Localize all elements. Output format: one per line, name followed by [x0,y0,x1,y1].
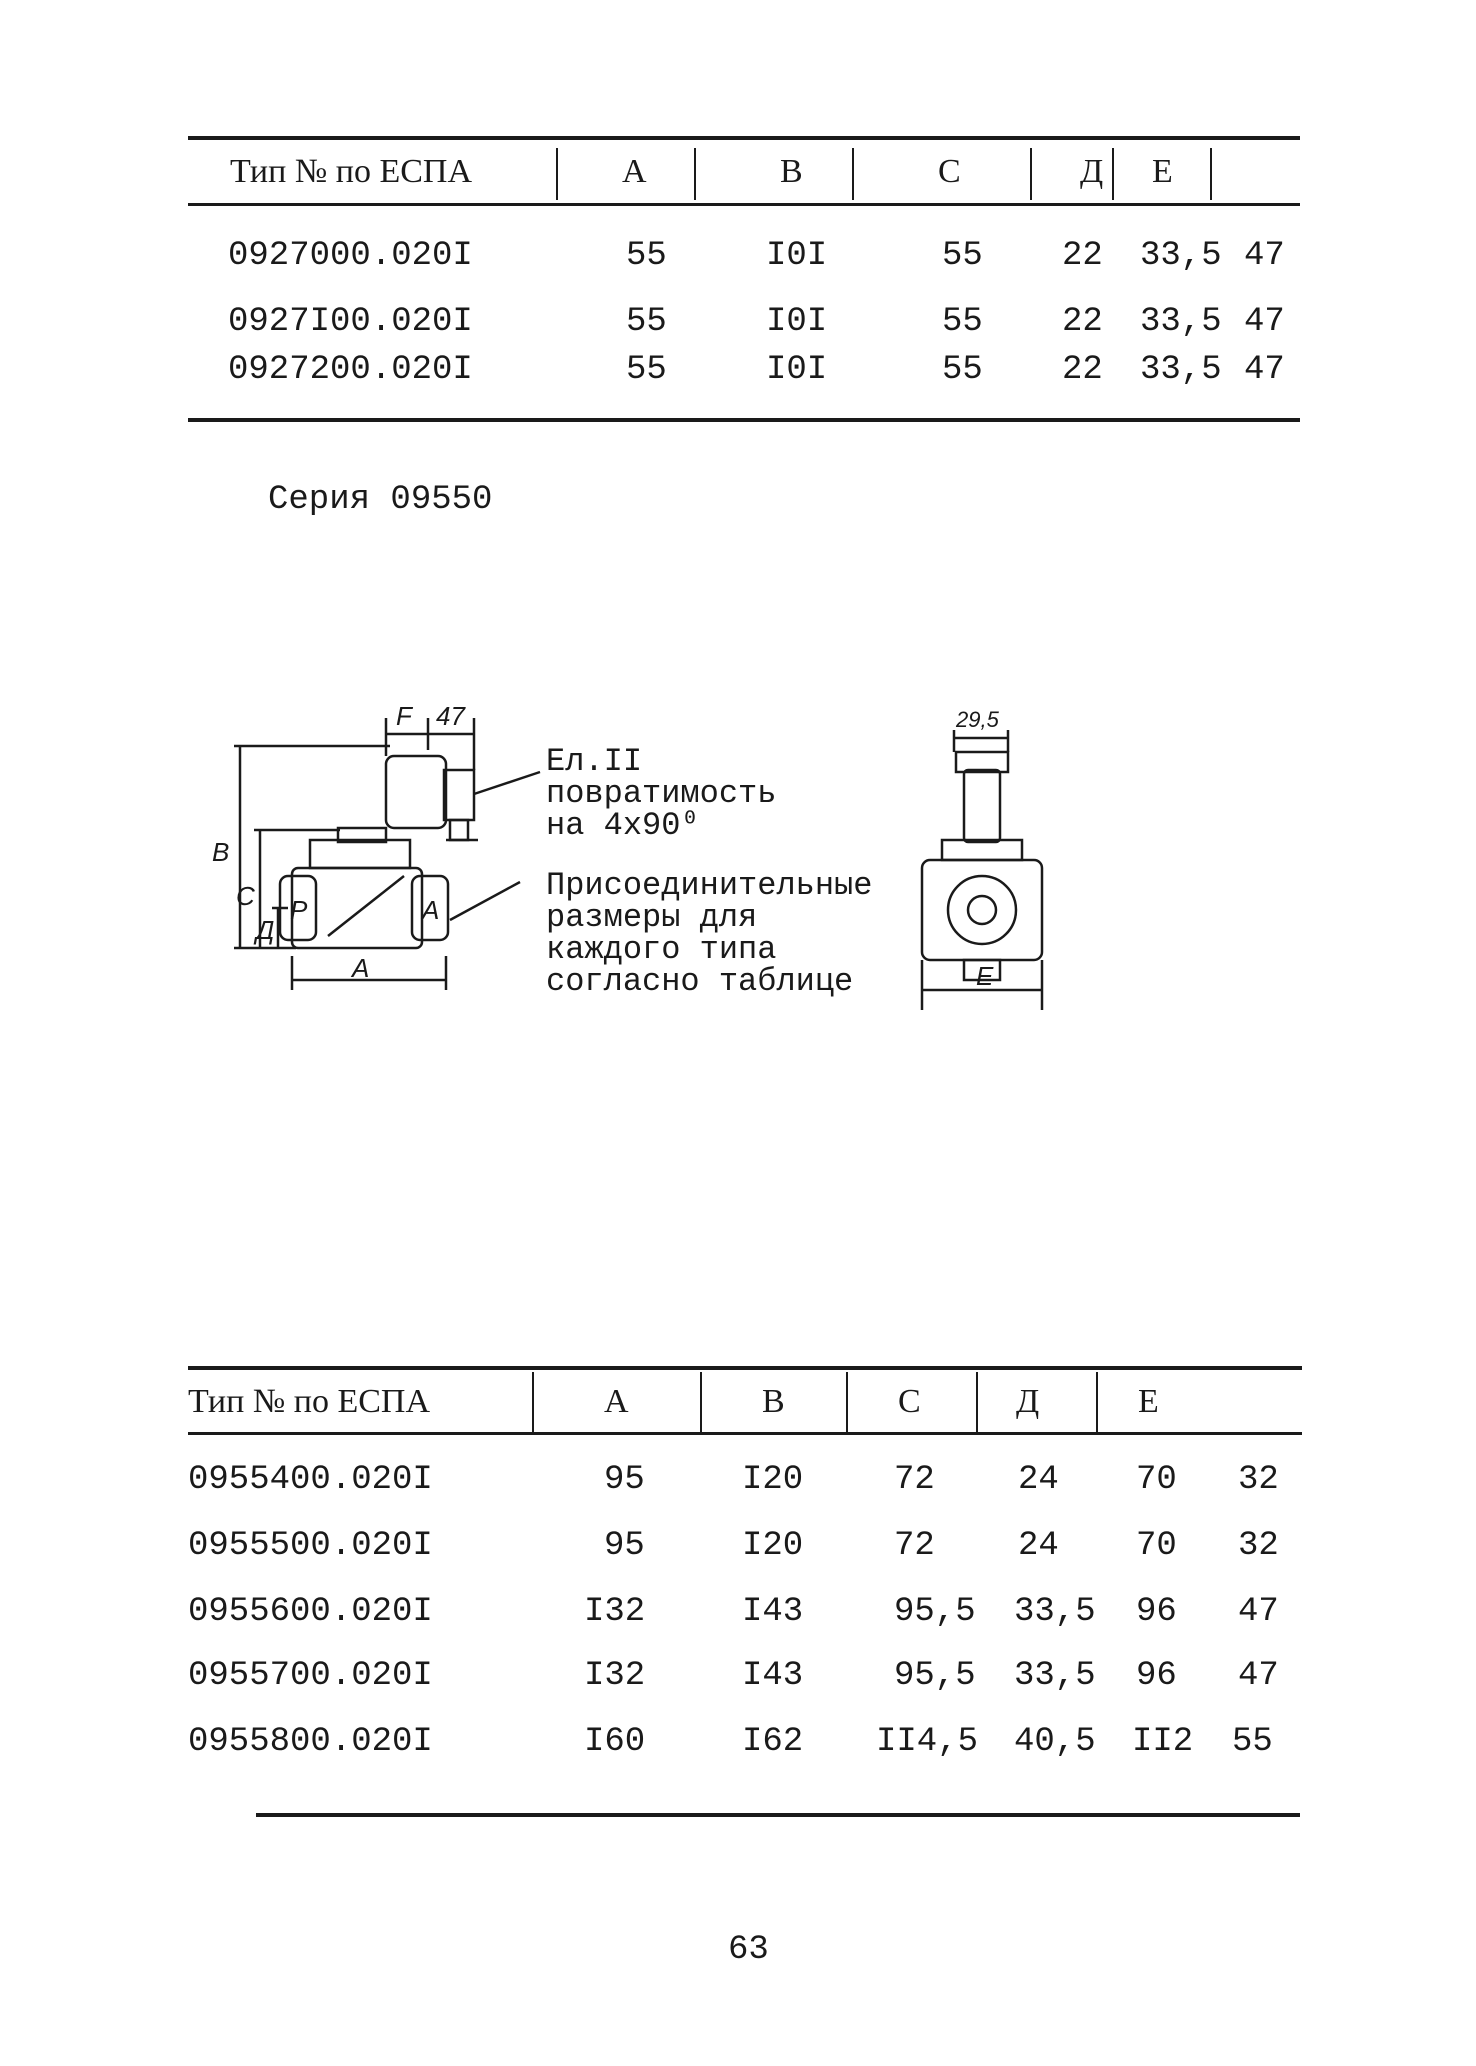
table-2-cell-a: I32 [584,1593,646,1631]
table-1-cell-d: 22 [1062,351,1103,389]
table-2-header-a: A [604,1383,629,1420]
table-2-cell-b: I43 [742,1657,804,1695]
table-2-separator [700,1372,702,1432]
table-1-cell-d: 22 [1062,237,1103,275]
table-1-header-d: Д [1080,153,1104,190]
dim-label-e: E [976,961,994,991]
series-label: Серия 09550 [268,481,493,519]
table-2-cell-type: 0955800.020I [188,1723,433,1761]
table-2-cell-a: 95 [604,1527,645,1565]
table-2-top-rule [188,1366,1302,1370]
note-connection-line-2: размеры для [546,899,758,936]
table-2-cell-c: 72 [894,1461,935,1499]
dim-label-47: 47 [436,701,465,731]
table-2-cell-a: I60 [584,1723,646,1761]
table-2-cell-b: I20 [742,1527,804,1565]
table-1-separator [694,148,696,200]
table-1-cell-a: 55 [626,303,667,341]
dim-label-a: A [352,953,370,983]
table-2-cell-d: 24 [1018,1527,1059,1565]
table-1-cell-type: 0927000.020I [228,237,473,275]
table-1-separator [1210,148,1212,200]
table-1-separator [556,148,558,200]
table-1-cell-a: 55 [626,237,667,275]
table-2-cell-type: 0955500.020I [188,1527,433,1565]
table-2-cell-c: 95,5 [894,1657,976,1695]
table-1-cell-b: I0I [766,237,828,275]
table-1-cell-c: 55 [942,303,983,341]
table-1-cell-f: 47 [1244,237,1285,275]
table-1-cell-a: 55 [626,351,667,389]
table-2-header-e: E [1138,1383,1159,1420]
table-1-header-b: B [780,153,803,190]
table-2-separator [1096,1372,1098,1432]
table-1-cell-type: 0927I00.020I [228,303,473,341]
valve-drawing [200,690,1120,1020]
page-number: 63 [728,1931,769,1969]
table-2-cell-type: 0955700.020I [188,1657,433,1695]
dim-label-d: Д [256,915,275,945]
table-1-cell-f: 47 [1244,303,1285,341]
table-2-header-c: C [898,1383,921,1420]
table-2-cell-a: 95 [604,1461,645,1499]
table-2-separator [976,1372,978,1432]
table-2-cell-c: 95,5 [894,1593,976,1631]
table-2-header-rule [188,1432,1302,1435]
table-2-cell-f: 47 [1238,1657,1279,1695]
table-1-header-a: A [622,153,647,190]
table-2-cell-c: 72 [894,1527,935,1565]
table-1-cell-c: 55 [942,351,983,389]
table-2-header-d: Д [1016,1383,1040,1420]
table-2-cell-d: 33,5 [1014,1657,1096,1695]
table-2-header-type: Тип № по ЕСПА [188,1383,431,1420]
table-1-cell-d: 22 [1062,303,1103,341]
table-1-top-rule [188,136,1300,140]
dim-label-c: C [236,881,255,911]
note-connection-line-4: согласно таблице [546,963,854,1000]
note-rotatability-line-1: Ел.II [546,743,643,780]
note-connection-line-3: каждого типа [546,931,777,968]
table-2-cell-type: 0955600.020I [188,1593,433,1631]
dim-label-29-5: 29,5 [956,707,999,732]
table-1-cell-f: 47 [1244,351,1285,389]
table-1-bottom-rule [188,418,1300,422]
table-2-cell-e: 70 [1136,1461,1177,1499]
table-1-cell-e: 33,5 [1140,303,1222,341]
port-label-a: A [422,895,440,925]
table-1-cell-type: 0927200.020I [228,351,473,389]
port-label-p: P [290,895,308,925]
table-2-cell-d: 24 [1018,1461,1059,1499]
table-2-cell-d: 40,5 [1014,1723,1096,1761]
table-1-header-rule [188,203,1300,206]
table-2-cell-b: I20 [742,1461,804,1499]
table-2-cell-c: II4,5 [876,1723,979,1761]
table-2-cell-type: 0955400.020I [188,1461,433,1499]
table-2-cell-e: 70 [1136,1527,1177,1565]
table-1-header-type: Тип № по ЕСПА [230,153,473,190]
table-2-cell-e: II2 [1132,1723,1194,1761]
table-2-cell-b: I62 [742,1723,804,1761]
table-1-separator [852,148,854,200]
table-2-cell-f: 32 [1238,1461,1279,1499]
table-2-cell-d: 33,5 [1014,1593,1096,1631]
table-2-separator [532,1372,534,1432]
table-2-bottom-rule [256,1813,1300,1817]
note-rotatability-line-3: на 4х90⁰ [546,807,700,844]
table-2-cell-e: 96 [1136,1593,1177,1631]
note-rotatability-line-2: повратимость [546,775,777,812]
table-1-separator [1030,148,1032,200]
dim-label-f: F [396,701,412,731]
note-connection-line-1: Присоединительные [546,867,873,904]
table-2-cell-b: I43 [742,1593,804,1631]
table-1-cell-e: 33,5 [1140,237,1222,275]
table-2-cell-a: I32 [584,1657,646,1695]
table-2-cell-f: 32 [1238,1527,1279,1565]
table-1-separator [1112,148,1114,200]
table-1-cell-b: I0I [766,351,828,389]
table-1-header-e: E [1152,153,1173,190]
table-2-header-b: B [762,1383,785,1420]
table-2-cell-f: 55 [1232,1723,1273,1761]
table-1-cell-b: I0I [766,303,828,341]
dim-label-b: B [212,837,230,867]
table-1-cell-c: 55 [942,237,983,275]
table-1-cell-e: 33,5 [1140,351,1222,389]
table-1-header-c: C [938,153,961,190]
table-2-cell-e: 96 [1136,1657,1177,1695]
table-2-separator [846,1372,848,1432]
table-2-cell-f: 47 [1238,1593,1279,1631]
